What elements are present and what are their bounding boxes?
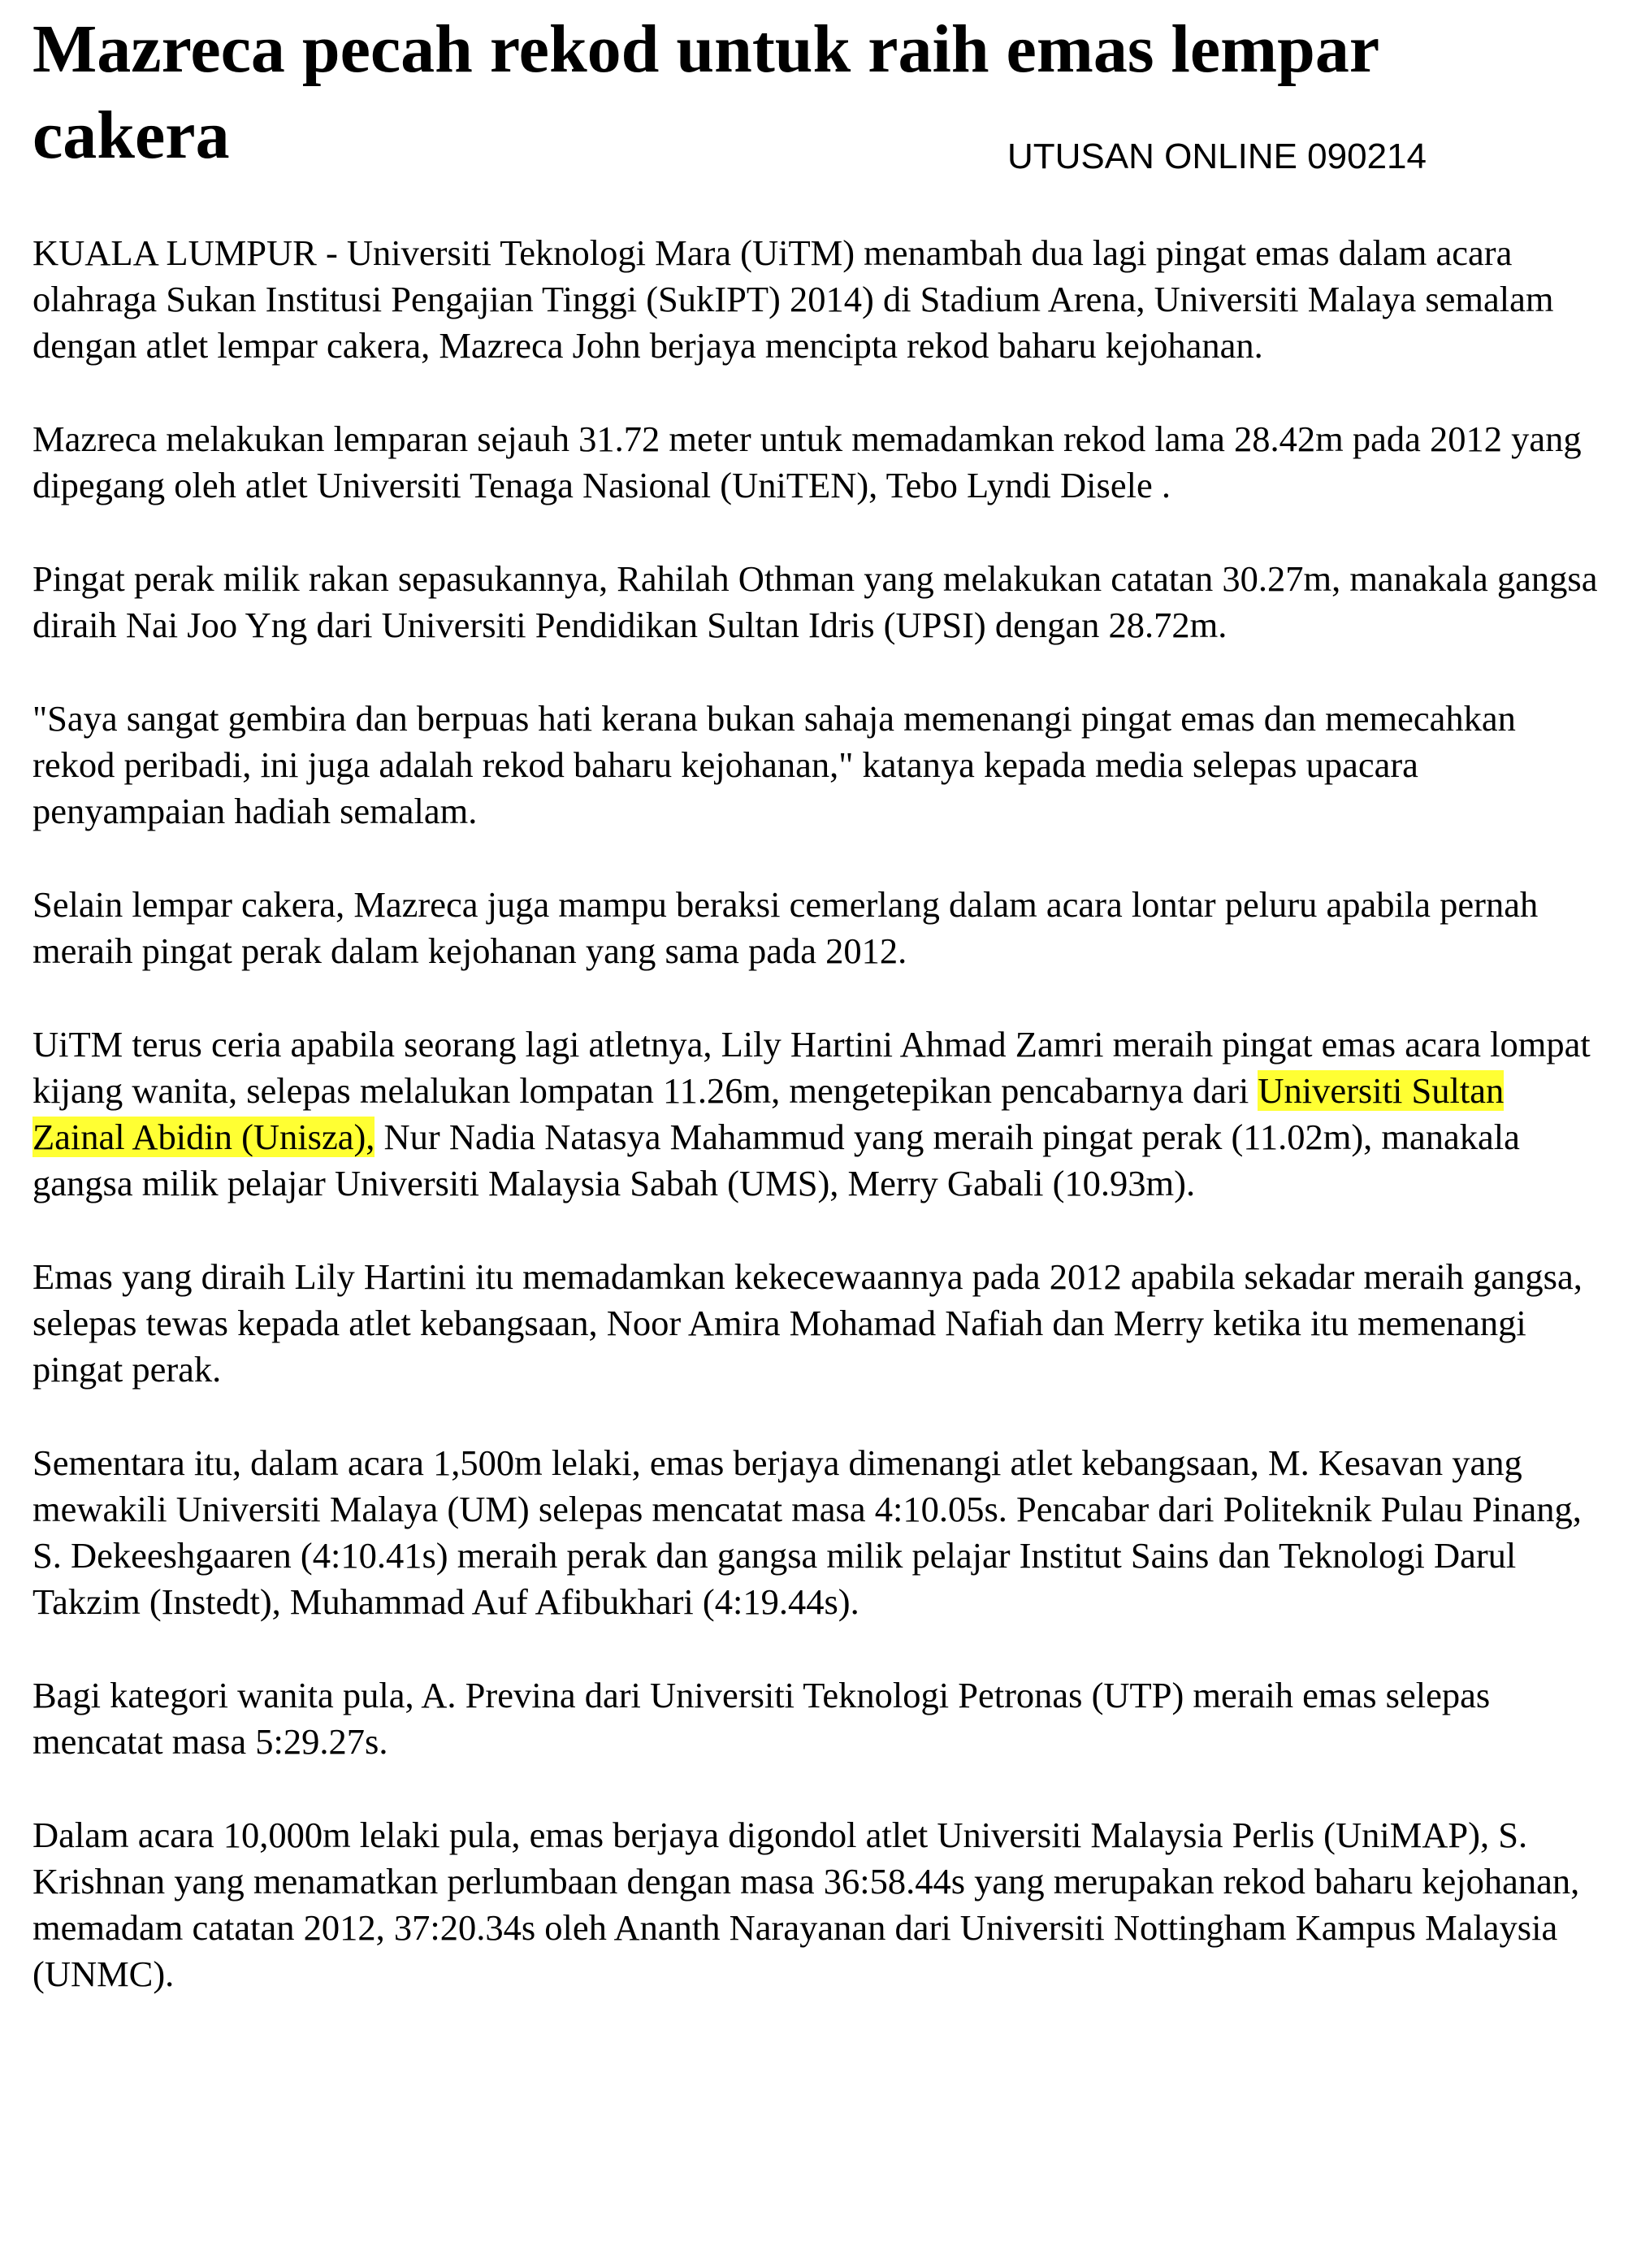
source-tag: UTUSAN ONLINE 090214: [1007, 137, 1427, 176]
paragraph-8: Sementara itu, dalam acara 1,500m lelaki, emas berjaya dimenangi atlet kebangsaan, M. Kesavan yang mewakili Universiti Malaya (UM) selepas mencatat masa 4:10.05s. Pencabar dari Politeknik Pulau Pinang, S. Dekeeshgaaren (4:10.41s) meraih perak dan gangsa milik pelajar Institut Sains dan Teknologi Darul Takzim (Instedt), Muhammad Auf Afibukhari (4:19.44s).: [32, 1442, 1582, 1622]
paragraph-2: Mazreca melakukan lemparan sejauh 31.72 meter untuk memadamkan rekod lama 28.42m pada 2012 yang dipegang oleh atlet Universiti Tenaga Nasional (UniTEN), Tebo Lyndi Disele .: [32, 418, 1582, 505]
highlighted-text: Universiti Sultan Zainal Abidin (Unisza),: [32, 1070, 1505, 1157]
paragraph-5: Selain lempar cakera, Mazreca juga mampu beraksi cemerlang dalam acara lontar peluru apabila pernah meraih pingat perak dalam kejohanan yang sama pada 2012.: [32, 884, 1539, 971]
article-headline: Mazreca pecah rekod untuk raih emas lempar cakera: [32, 11, 1379, 173]
paragraph-6-after: Nur Nadia Natasya Mahammud yang meraih pingat perak (11.02m), manakala gangsa milik pelajar Universiti Malaysia Sabah (UMS), Merry Gabali (10.93m).: [32, 1117, 1520, 1203]
paragraph-7: Emas yang diraih Lily Hartini itu memadamkan kekecewaannya pada 2012 apabila sekadar meraih gangsa, selepas tewas kepada atlet kebangsaan, Noor Amira Mohamad Nafiah dan Merry ketika itu memenangi pingat perak.: [32, 1256, 1583, 1390]
paragraph-3: Pingat perak milik rakan sepasukannya, Rahilah Othman yang melakukan catatan 30.27m, manakala gangsa diraih Nai Joo Yng dari Universiti Pendidikan Sultan Idris (UPSI) dengan 28.72m.: [32, 558, 1598, 645]
paragraph-6: [32, 1021, 1600, 1207]
paragraph-10: Dalam acara 10,000m lelaki pula, emas berjaya digondol atlet Universiti Malaysia Perlis (UniMAP), S. Krishnan yang menamatkan perlumbaan dengan masa 36:58.44s yang merupakan rekod baharu kejohanan, memadam catatan 2012, 37:20.34s oleh Ananth Narayanan dari Universiti Nottingham Kampus Malaysia (UNMC).: [32, 1815, 1580, 1994]
paragraph-6-before: UiTM terus ceria apabila seorang lagi atletnya, Lily Hartini Ahmad Zamri meraih pingat emas acara lompat kijang wanita, selepas melalukan lompatan 11.26m, mengetepikan pencabarnya dari: [32, 1024, 1591, 1111]
paragraph-4: "Saya sangat gembira dan berpuas hati kerana bukan sahaja memenangi pingat emas dan memecahkan rekod peribadi, ini juga adalah rekod baharu kejohanan," katanya kepada media selepas upacara penyampaian hadiah semalam.: [32, 698, 1516, 831]
article-body: [32, 230, 1600, 2045]
paragraph-9: Bagi kategori wanita pula, A. Previna dari Universiti Teknologi Petronas (UTP) meraih emas selepas mencatat masa 5:29.27s.: [32, 1675, 1491, 1762]
paragraph-1: KUALA LUMPUR - Universiti Teknologi Mara (UiTM) menambah dua lagi pingat emas dalam acara olahraga Sukan Institusi Pengajian Tinggi (SukIPT) 2014) di Stadium Arena, Universiti Malaya semalam dengan atlet lempar cakera, Mazreca John berjaya mencipta rekod baharu kejohanan.: [32, 232, 1554, 366]
